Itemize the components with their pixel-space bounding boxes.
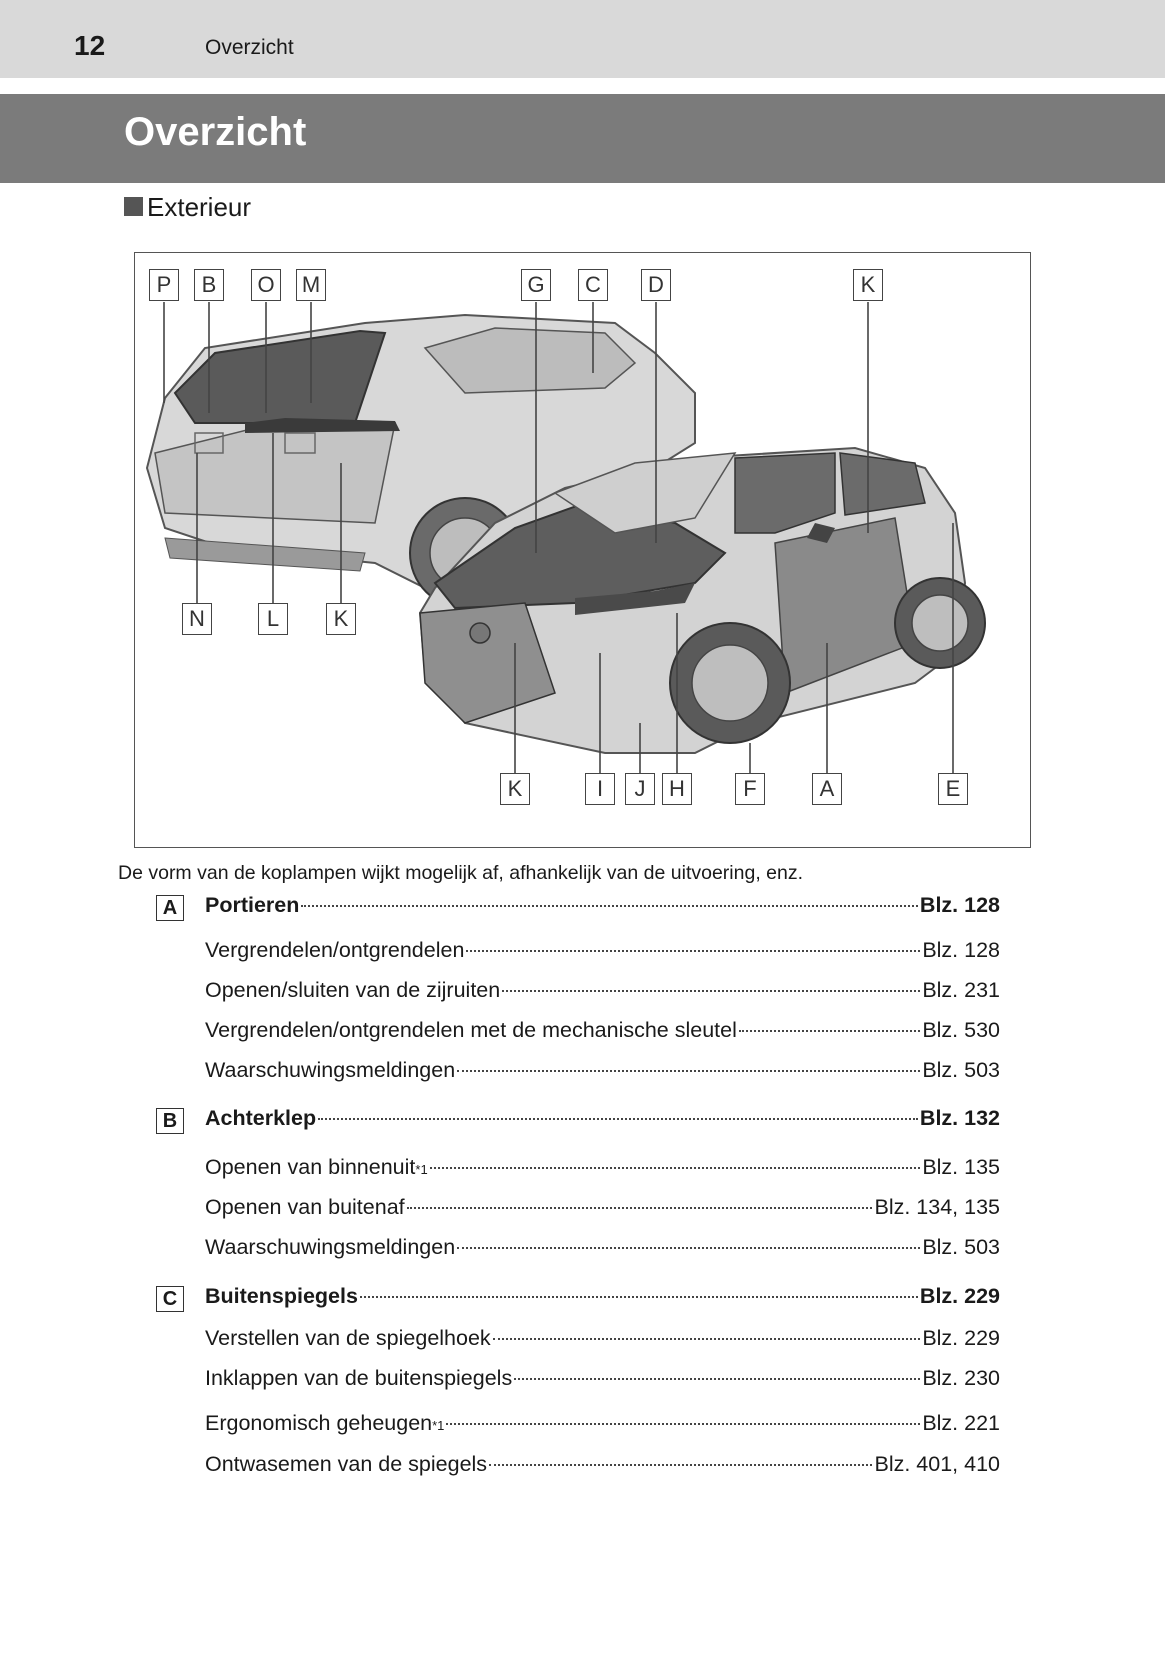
page-header-bar	[0, 0, 1165, 78]
index-item[interactable]	[205, 938, 1000, 968]
dot-leader	[430, 1167, 921, 1169]
index-heading-a[interactable]	[205, 893, 1000, 923]
callout-label-b: B	[194, 269, 224, 301]
callout-label-a: A	[812, 773, 842, 805]
page-reference: Blz. 401, 410	[874, 1452, 1000, 1476]
page-reference: Blz. 128	[919, 893, 1000, 917]
entry-label: Ergonomisch geheugen	[205, 1411, 433, 1435]
entry-label: Openen/sluiten van de zijruiten	[205, 978, 501, 1002]
entry-label: Openen van binnenuit	[205, 1155, 416, 1179]
entry-label: Waarschuwingsmeldingen	[205, 1058, 456, 1082]
index-item[interactable]	[205, 1058, 1000, 1088]
footnote-marker: *1	[415, 1162, 428, 1177]
dot-leader	[446, 1423, 920, 1425]
dot-leader	[502, 990, 920, 992]
page-reference: Blz. 530	[922, 1018, 1000, 1042]
index-letter-c: C	[156, 1286, 184, 1312]
index-letter-b: B	[156, 1108, 184, 1134]
entry-label: Verstellen van de spiegelhoek	[205, 1326, 491, 1350]
dot-leader	[360, 1296, 918, 1298]
entry-label: Openen van buitenaf	[205, 1195, 405, 1219]
header-section-label: Overzicht	[205, 36, 294, 59]
callout-label-k: K	[500, 773, 530, 805]
subheading-text: Exterieur	[147, 192, 252, 222]
entry-label: Vergrendelen/ontgrendelen	[205, 938, 465, 962]
page-reference: Blz. 231	[922, 978, 1000, 1002]
callout-label-k: K	[853, 269, 883, 301]
index-heading-b[interactable]	[205, 1106, 1000, 1136]
index-item[interactable]	[205, 1452, 1000, 1482]
callout-label-n: N	[182, 603, 212, 635]
vehicle-exterior-figure	[134, 252, 1031, 848]
page-reference: Blz. 134, 135	[874, 1195, 1000, 1219]
entry-label: Vergrendelen/ontgrendelen met de mechanische sleutel	[205, 1018, 737, 1042]
index-item[interactable]	[205, 1411, 1000, 1441]
page-reference: Blz. 221	[922, 1411, 1000, 1435]
page-reference: Blz. 128	[922, 938, 1000, 962]
dot-leader	[739, 1030, 920, 1032]
entry-label: Waarschuwingsmeldingen	[205, 1235, 456, 1259]
index-item[interactable]	[205, 978, 1000, 1008]
page-reference: Blz. 503	[922, 1235, 1000, 1259]
page-reference: Blz. 135	[922, 1155, 1000, 1179]
entry-label: Buitenspiegels	[205, 1284, 358, 1308]
square-bullet-icon	[124, 197, 143, 216]
dot-leader	[457, 1070, 920, 1072]
callout-label-l: L	[258, 603, 288, 635]
callout-label-p: P	[149, 269, 179, 301]
dot-leader	[493, 1338, 921, 1340]
entry-label: Ontwasemen van de spiegels	[205, 1452, 488, 1476]
subheading	[124, 192, 251, 223]
page-title: Overzicht	[124, 110, 307, 154]
dot-leader	[466, 950, 920, 952]
callout-label-m: M	[296, 269, 326, 301]
callout-label-j: J	[625, 773, 655, 805]
figure-caption: De vorm van de koplampen wijkt mogelijk af, afhankelijk van de uitvoering, enz.	[118, 862, 804, 884]
index-item[interactable]	[205, 1326, 1000, 1356]
dot-leader	[318, 1118, 918, 1120]
callout-label-d: D	[641, 269, 671, 301]
entry-label: Achterklep	[205, 1106, 317, 1130]
dot-leader	[301, 905, 918, 907]
index-item[interactable]	[205, 1366, 1000, 1396]
callout-label-h: H	[662, 773, 692, 805]
footnote-marker: *1	[432, 1418, 445, 1433]
callout-label-c: C	[578, 269, 608, 301]
callout-label-i: I	[585, 773, 615, 805]
callout-label-o: O	[251, 269, 281, 301]
page-reference: Blz. 229	[922, 1326, 1000, 1350]
entry-label: Inklappen van de buitenspiegels	[205, 1366, 513, 1390]
index-item[interactable]	[205, 1155, 1000, 1185]
callout-label-e: E	[938, 773, 968, 805]
page-reference: Blz. 229	[919, 1284, 1000, 1308]
vehicle-illustration	[135, 253, 1031, 848]
index-item[interactable]	[205, 1018, 1000, 1048]
dot-leader	[514, 1378, 920, 1380]
index-heading-c[interactable]	[205, 1284, 1000, 1314]
dot-leader	[407, 1207, 873, 1209]
entry-label: Portieren	[205, 893, 300, 917]
dot-leader	[489, 1464, 872, 1466]
page-number: 12	[74, 30, 106, 61]
index-item[interactable]	[205, 1235, 1000, 1265]
index-letter-a: A	[156, 895, 184, 921]
callout-label-f: F	[735, 773, 765, 805]
index-item[interactable]	[205, 1195, 1000, 1225]
dot-leader	[457, 1247, 920, 1249]
page-reference: Blz. 503	[922, 1058, 1000, 1082]
page-reference: Blz. 132	[919, 1106, 1000, 1130]
callout-label-k: K	[326, 603, 356, 635]
callout-label-g: G	[521, 269, 551, 301]
page-reference: Blz. 230	[922, 1366, 1000, 1390]
